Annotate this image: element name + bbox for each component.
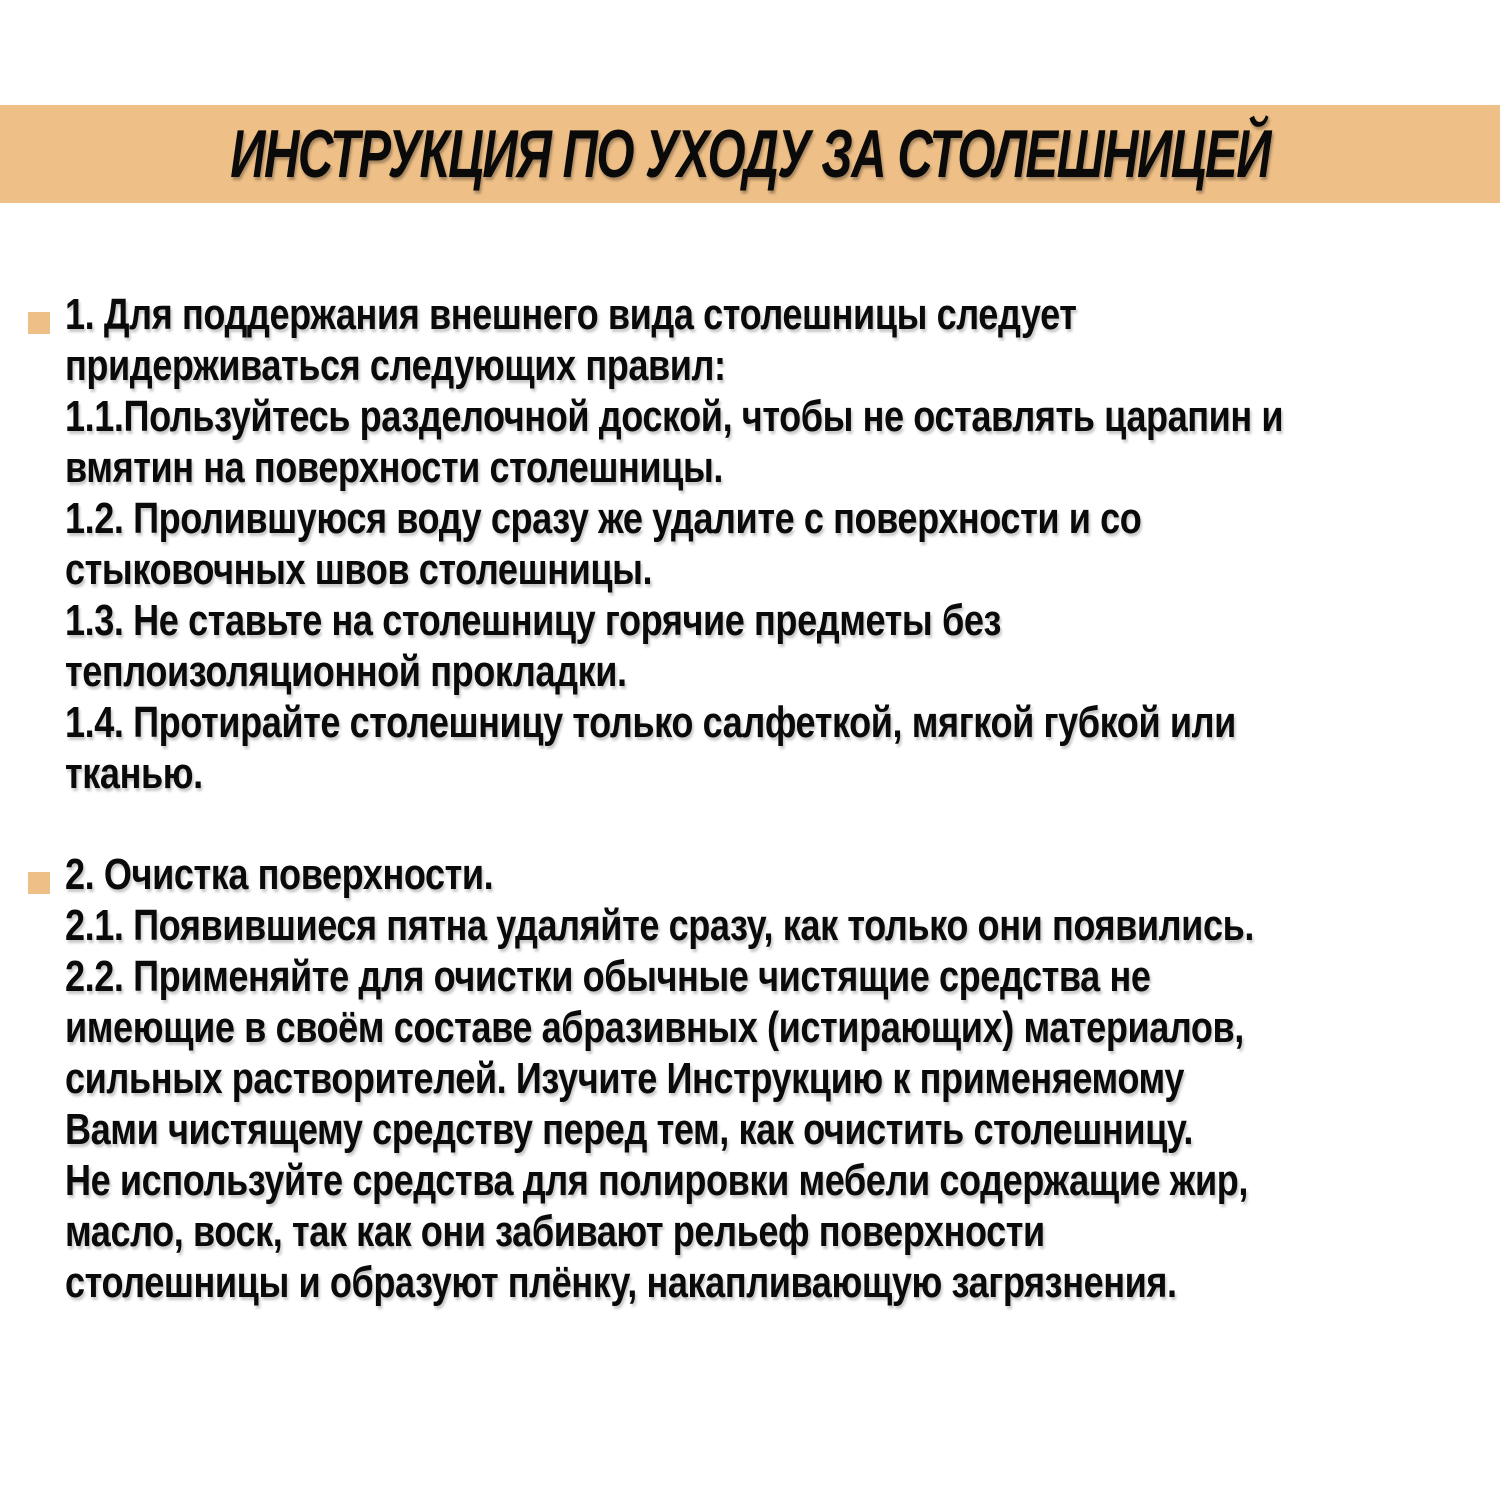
text-line: 1.4. Протирайте столешницу только салфеткой, мягкой губкой или xyxy=(65,698,1236,747)
text-line: Вами чистящему средству перед тем, как очистить столешницу. xyxy=(65,1105,1193,1154)
text-line: теплоизоляционной прокладки. xyxy=(65,647,627,696)
text-line: вмятин на поверхности столешницы. xyxy=(65,443,723,492)
text-line: 1.2. Пролившуюся воду сразу же удалите с поверхности и со xyxy=(65,494,1142,543)
text-line: тканью. xyxy=(65,749,203,798)
square-bullet-icon xyxy=(28,872,50,894)
text-line: Не используйте средства для полировки мебели содержащие жир, xyxy=(65,1156,1248,1205)
section-care-rules-text xyxy=(65,289,1500,799)
text-line: придерживаться следующих правил: xyxy=(65,341,726,390)
section-surface-cleaning-text xyxy=(65,849,1500,1308)
text-line: 2.2. Применяйте для очистки обычные чистящие средства не xyxy=(65,952,1151,1001)
text-line: 1.1.Пользуйтесь разделочной доской, чтобы не оставлять царапин и xyxy=(65,392,1284,441)
section-care-rules xyxy=(0,289,1500,799)
text-line: 2.1. Появившиеся пятна удаляйте сразу, как только они появились. xyxy=(65,901,1254,950)
text-line: сильных растворителей. Изучите Инструкцию к применяемому xyxy=(65,1054,1184,1103)
content xyxy=(0,289,1500,1308)
text-line: столешницы и образуют плёнку, накапливающую загрязнения. xyxy=(65,1258,1177,1307)
page-title: ИНСТРУКЦИЯ ПО УХОДУ ЗА СТОЛЕШНИЦЕЙ xyxy=(230,116,1270,192)
text-line: 1.3. Не ставьте на столешницу горячие предметы без xyxy=(65,596,1002,645)
text-line: 1. Для поддержания внешнего вида столешницы следует xyxy=(65,290,1077,339)
section-surface-cleaning xyxy=(0,849,1500,1308)
title-banner xyxy=(0,105,1500,203)
text-line: стыковочных швов столешницы. xyxy=(65,545,653,594)
text-line: имеющие в своём составе абразивных (истирающих) материалов, xyxy=(65,1003,1244,1052)
text-line: 2. Очистка поверхности. xyxy=(65,850,494,899)
square-bullet-icon xyxy=(28,312,50,334)
text-line: масло, воск, так как они забивают рельеф поверхности xyxy=(65,1207,1045,1256)
